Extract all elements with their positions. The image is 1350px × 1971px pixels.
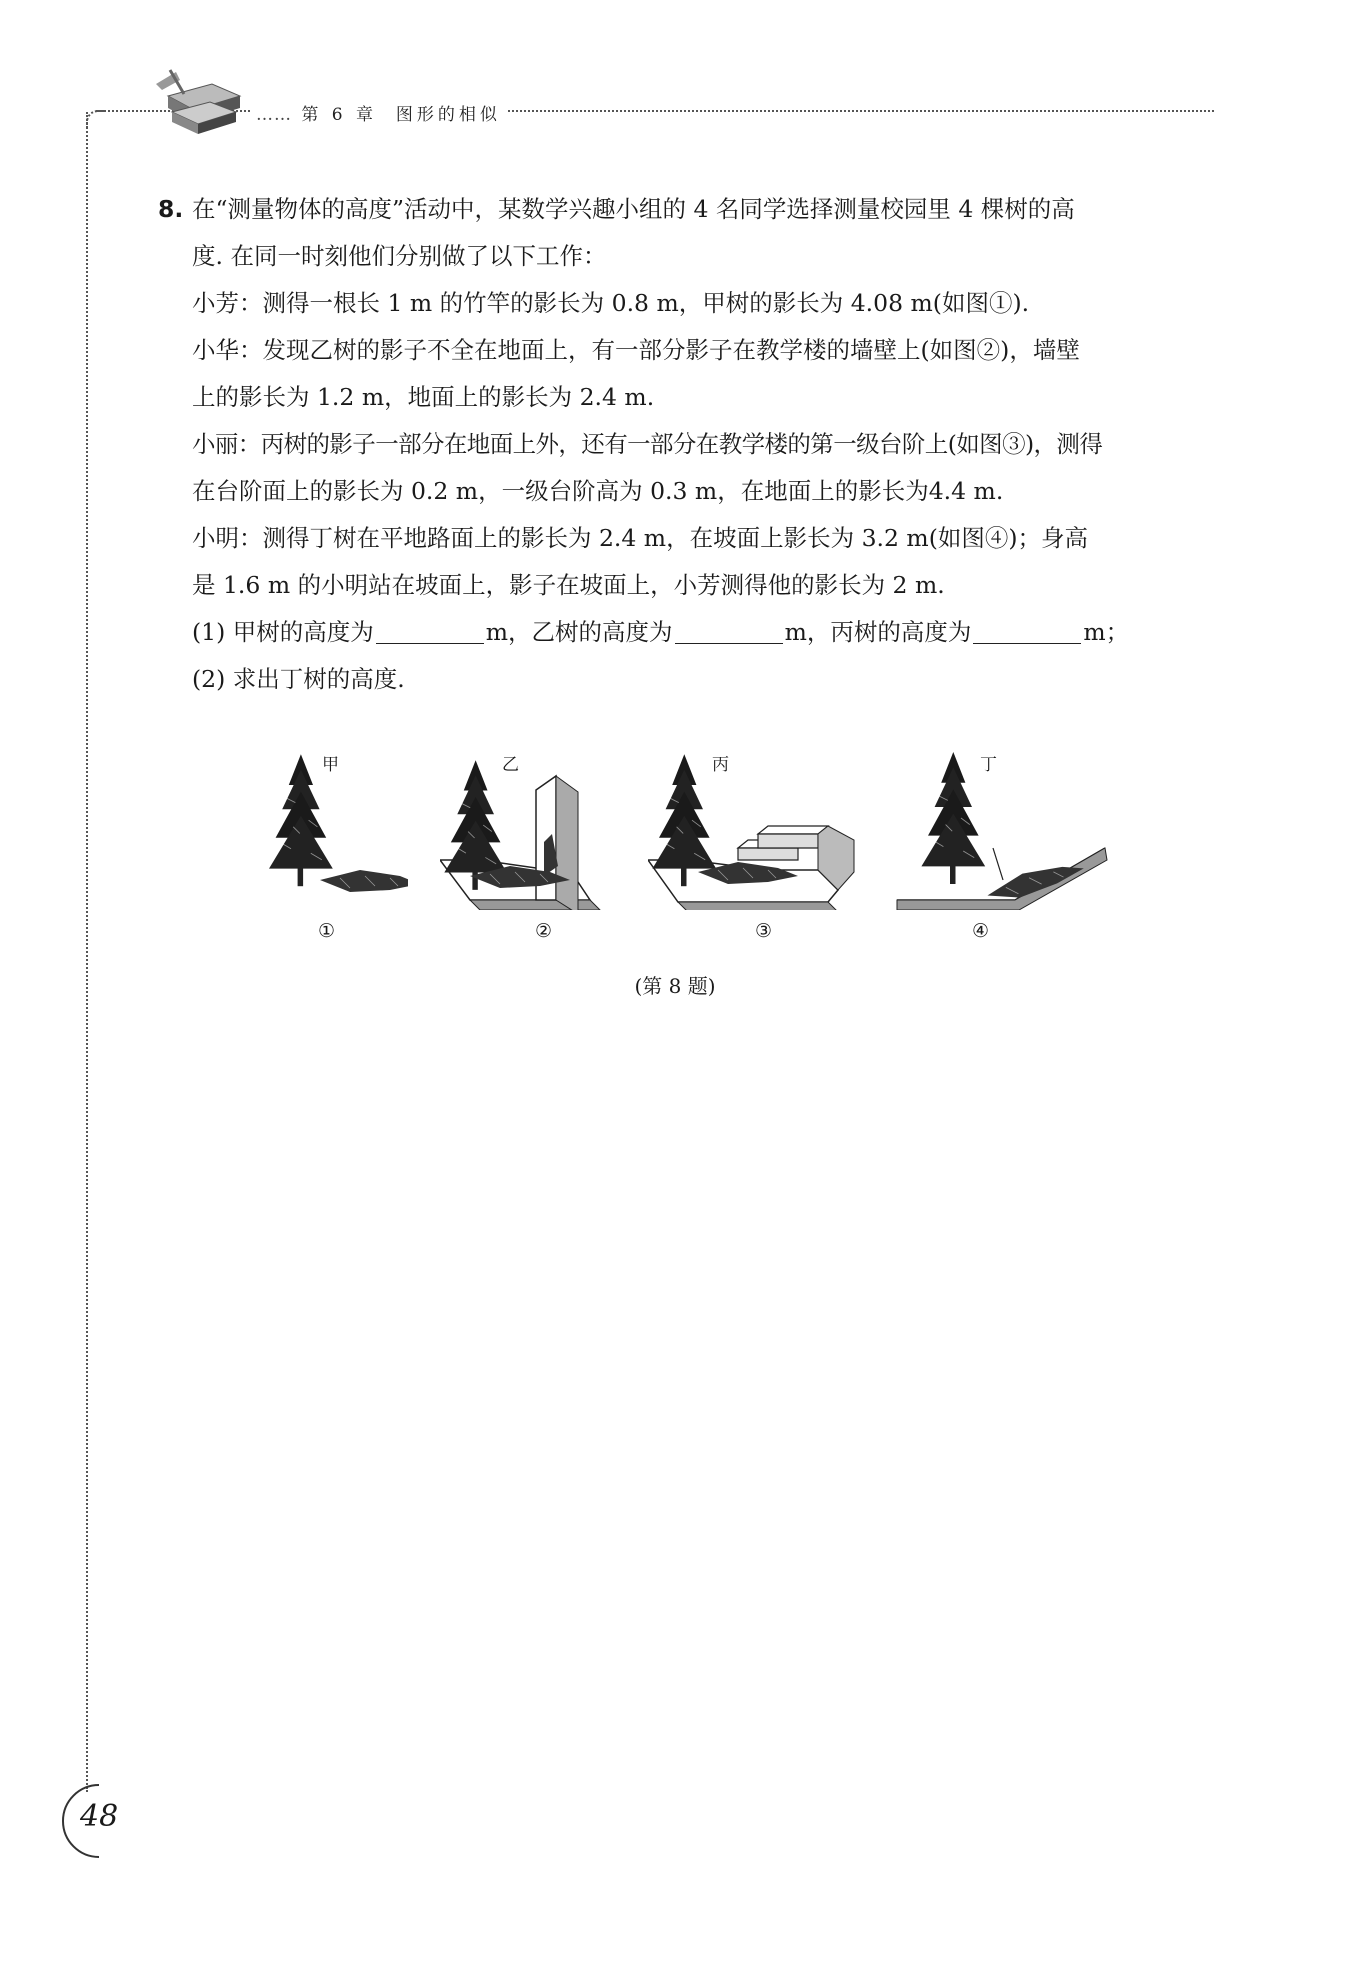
figure-2-wall [440, 730, 620, 910]
question-8 [158, 186, 1218, 703]
figure-4-label: 丁 [980, 755, 997, 775]
figure-4-number: ④ [972, 920, 990, 942]
question-number: 8. [158, 195, 184, 223]
figure-3-label: 丙 [712, 755, 729, 775]
figure-3-number: ③ [755, 920, 773, 942]
xiaohua-statement-1: 小华：发现乙树的影子不全在地面上，有一部分影子在教学楼的墙壁上(如图②)，墙壁 [192, 336, 1080, 364]
figure-2-number: ② [535, 920, 553, 942]
part-1-a: (1) 甲树的高度为 [192, 618, 374, 646]
part-1-c: m，丙树的高度为 [784, 618, 972, 646]
figure-2-label: 乙 [502, 755, 519, 775]
page-frame-corner [86, 110, 104, 128]
figure-3-steps [648, 730, 868, 910]
xiaoli-statement-1: 小丽：丙树的影子一部分在地面上外，还有一部分在教学楼的第一级台阶上(如图③)，测得 [192, 430, 1103, 458]
part-1-b: m，乙树的高度为 [485, 618, 673, 646]
question-intro [158, 186, 1218, 233]
xiaoming-statement-1: 小明：测得丁树在平地路面上的影长为 2.4 m，在坡面上影长为 3.2 m(如图④)；身高 [192, 524, 1089, 552]
part-2: (2) 求出丁树的高度. [192, 665, 405, 693]
part-1-d: m； [1083, 618, 1130, 646]
figure-1-label: 甲 [322, 755, 339, 775]
header-dots-left: …… [256, 105, 292, 125]
chapter-header [250, 100, 507, 125]
figure-1-number: ① [318, 920, 336, 942]
answer-blank-yi[interactable] [675, 617, 783, 644]
chapter-number: 第 6 章 [301, 105, 378, 125]
books-icon [150, 66, 250, 146]
xiaoli-statement-2: 在台阶面上的影长为 0.2 m，一级台阶高为 0.3 m，在地面上的影长为4.4 m. [192, 477, 1004, 505]
xiaofang-statement: 小芳：测得一根长 1 m 的竹竿的影长为 0.8 m，甲树的影长为 4.08 m(如图①). [192, 289, 1030, 317]
part-1 [158, 609, 1218, 656]
answer-blank-bing[interactable] [973, 617, 1081, 644]
figure-4-slope [895, 730, 1115, 910]
answer-blank-jia[interactable] [376, 617, 484, 644]
chapter-title: 图形的相似 [395, 105, 501, 125]
intro-line-1: 在“测量物体的高度”活动中，某数学兴趣小组的 4 名同学选择测量校园里 4 棵树的高 [192, 195, 1075, 223]
figure-caption: (第 8 题) [634, 974, 716, 998]
figures-row [0, 730, 1350, 990]
xiaohua-statement-2: 上的影长为 1.2 m，地面上的影长为 2.4 m. [192, 383, 655, 411]
intro-line-2: 度. 在同一时刻他们分别做了以下工作： [192, 242, 607, 270]
xiaoming-statement-2: 是 1.6 m 的小明站在坡面上，影子在坡面上，小芳测得他的影长为 2 m. [192, 571, 945, 599]
page-number: 48 [80, 1799, 119, 1834]
